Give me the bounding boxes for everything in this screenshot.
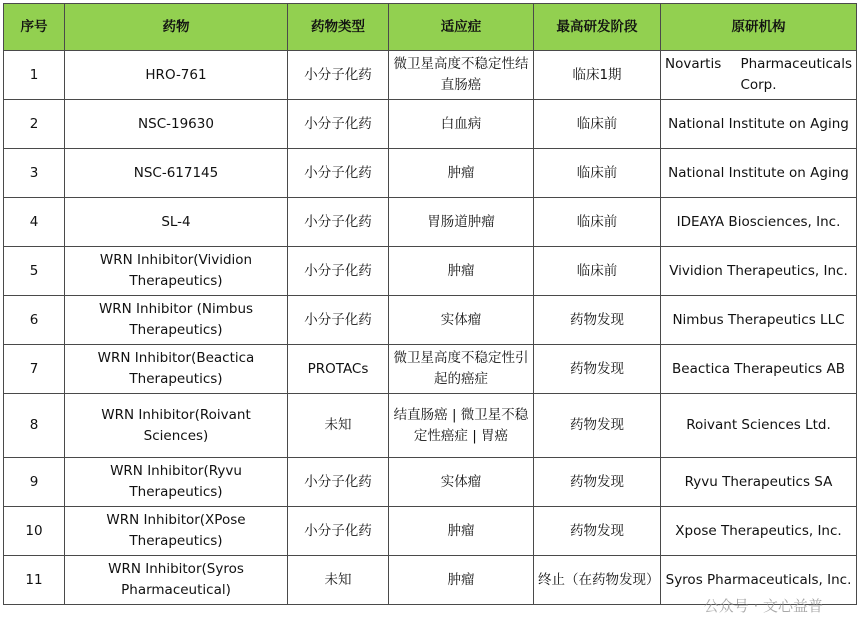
cell-indication: 肿瘤 [389, 507, 534, 556]
cell-drug-type: 小分子化药 [288, 100, 389, 149]
cell-indication: 胃肠道肿瘤 [389, 198, 534, 247]
table-row [4, 51, 857, 100]
cell-originator: Beactica Therapeutics AB [661, 345, 857, 394]
header-drug: 药物 [65, 4, 288, 51]
table-row [4, 507, 857, 556]
cell-indication: 微卫星高度不稳定性引起的癌症 [389, 345, 534, 394]
cell-indication: 实体瘤 [389, 296, 534, 345]
cell-index: 11 [4, 556, 65, 605]
cell-drug-type: 小分子化药 [288, 507, 389, 556]
cell-originator: Nimbus Therapeutics LLC [661, 296, 857, 345]
table-row [4, 296, 857, 345]
cell-drug-type: 未知 [288, 394, 389, 458]
cell-stage: 药物发现 [534, 345, 661, 394]
header-highest-stage: 最高研发阶段 [534, 4, 661, 51]
cell-indication: 结直肠癌 | 微卫星不稳定性癌症 | 胃癌 [389, 394, 534, 458]
cell-indication: 微卫星高度不稳定性结直肠癌 [389, 51, 534, 100]
cell-drug-type: 小分子化药 [288, 458, 389, 507]
cell-originator: National Institute on Aging [661, 149, 857, 198]
cell-stage: 临床前 [534, 198, 661, 247]
table-row [4, 100, 857, 149]
cell-originator: National Institute on Aging [661, 100, 857, 149]
header-index: 序号 [4, 4, 65, 51]
table-row [4, 458, 857, 507]
cell-stage: 临床前 [534, 100, 661, 149]
cell-indication: 白血病 [389, 100, 534, 149]
cell-indication: 肿瘤 [389, 247, 534, 296]
header-originator: 原研机构 [661, 4, 857, 51]
cell-drug: WRN Inhibitor (Nimbus Therapeutics) [65, 296, 288, 345]
header-indication: 适应症 [389, 4, 534, 51]
cell-index: 4 [4, 198, 65, 247]
cell-index: 3 [4, 149, 65, 198]
cell-drug: SL-4 [65, 198, 288, 247]
cell-drug: WRN Inhibitor(Ryvu Therapeutics) [65, 458, 288, 507]
cell-originator: Xpose Therapeutics, Inc. [661, 507, 857, 556]
cell-drug-type: 小分子化药 [288, 198, 389, 247]
cell-drug-type: 小分子化药 [288, 296, 389, 345]
cell-indication: 实体瘤 [389, 458, 534, 507]
cell-drug: WRN Inhibitor(XPose Therapeutics) [65, 507, 288, 556]
table-row [4, 394, 857, 458]
cell-index: 6 [4, 296, 65, 345]
cell-index: 9 [4, 458, 65, 507]
cell-stage: 药物发现 [534, 394, 661, 458]
table-row [4, 247, 857, 296]
cell-stage: 终止（在药物发现） [534, 556, 661, 605]
header-drug-type: 药物类型 [288, 4, 389, 51]
cell-stage: 临床前 [534, 149, 661, 198]
cell-drug: NSC-19630 [65, 100, 288, 149]
table-row [4, 149, 857, 198]
cell-stage: 药物发现 [534, 458, 661, 507]
cell-stage: 药物发现 [534, 296, 661, 345]
cell-originator: Novartis Pharmaceuticals Corp. [661, 51, 857, 100]
cell-stage: 临床1期 [534, 51, 661, 100]
cell-drug: WRN Inhibitor(Beactica Therapeutics) [65, 345, 288, 394]
cell-drug: WRN Inhibitor(Vividion Therapeutics) [65, 247, 288, 296]
cell-drug-type: 小分子化药 [288, 149, 389, 198]
cell-drug: WRN Inhibitor(Syros Pharmaceutical) [65, 556, 288, 605]
cell-drug-type: 未知 [288, 556, 389, 605]
cell-index: 5 [4, 247, 65, 296]
wechat-watermark: 公众号 · 文心益普 [703, 597, 823, 615]
cell-originator: Syros Pharmaceuticals, Inc. [661, 556, 857, 605]
cell-drug-type: 小分子化药 [288, 51, 389, 100]
cell-originator: Roivant Sciences Ltd. [661, 394, 857, 458]
cell-index: 10 [4, 507, 65, 556]
drug-table [3, 3, 857, 605]
cell-indication: 肿瘤 [389, 556, 534, 605]
cell-originator: Ryvu Therapeutics SA [661, 458, 857, 507]
cell-drug: NSC-617145 [65, 149, 288, 198]
cell-drug-type: 小分子化药 [288, 247, 389, 296]
cell-index: 1 [4, 51, 65, 100]
table-row [4, 345, 857, 394]
cell-originator: IDEAYA Biosciences, Inc. [661, 198, 857, 247]
cell-index: 2 [4, 100, 65, 149]
cell-drug: WRN Inhibitor(Roivant Sciences) [65, 394, 288, 458]
cell-stage: 临床前 [534, 247, 661, 296]
cell-originator: Vividion Therapeutics, Inc. [661, 247, 857, 296]
table-row [4, 198, 857, 247]
cell-drug: HRO-761 [65, 51, 288, 100]
cell-index: 8 [4, 394, 65, 458]
cell-drug-type: PROTACs [288, 345, 389, 394]
cell-stage: 药物发现 [534, 507, 661, 556]
cell-index: 7 [4, 345, 65, 394]
table-header-row [4, 4, 857, 51]
cell-indication: 肿瘤 [389, 149, 534, 198]
